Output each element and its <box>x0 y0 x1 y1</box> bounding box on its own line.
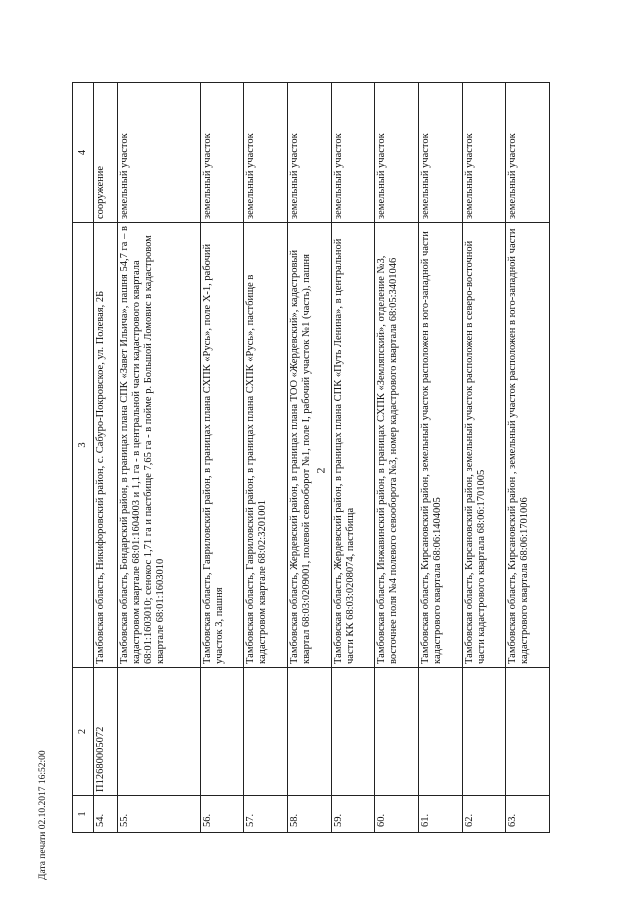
row-number: 56. <box>200 796 244 833</box>
table-row <box>462 83 506 833</box>
object-type: земельный участок <box>462 83 506 223</box>
object-code <box>118 668 200 796</box>
row-number: 55. <box>118 796 200 833</box>
object-code <box>419 668 463 796</box>
object-code <box>331 668 375 796</box>
object-code <box>375 668 419 796</box>
object-type: сооружение <box>94 83 118 223</box>
row-number: 60. <box>375 796 419 833</box>
column-header-1: 1 <box>73 796 94 833</box>
column-header-3: 3 <box>73 223 94 668</box>
object-address: Тамбовская область, Никифоровский район, с. Сабуро-Покровское, ул. Полевая, 2Б <box>94 223 118 668</box>
object-address: Тамбовская область, Гавриловский район, в границах плана СХПК «Русь», пастбище в кадастровом квартале 68:02:3201001 <box>244 223 288 668</box>
registry-table-container <box>72 83 550 833</box>
table-row <box>375 83 419 833</box>
table-header-row <box>73 83 94 833</box>
object-type: земельный участок <box>375 83 419 223</box>
row-number: 58. <box>288 796 332 833</box>
column-header-4: 4 <box>73 83 94 223</box>
object-code <box>244 668 288 796</box>
table-row <box>118 83 200 833</box>
object-type: земельный участок <box>331 83 375 223</box>
object-address: Тамбовская область, Кирсановский район, земельный участок расположен в северо-восточной части кадастрового квартала 68:06:1701005 <box>462 223 506 668</box>
object-address: Тамбовская область, Кирсановский район , земельный участок расположен в юго-западной части кадастрового квартала 68:06:1701006 <box>506 223 550 668</box>
table-row <box>200 83 244 833</box>
object-type: земельный участок <box>244 83 288 223</box>
object-code: П12680005072 <box>94 668 118 796</box>
row-number: 59. <box>331 796 375 833</box>
registry-table <box>72 82 550 833</box>
row-number: 63. <box>506 796 550 833</box>
table-row <box>244 83 288 833</box>
row-number: 62. <box>462 796 506 833</box>
column-header-2: 2 <box>73 668 94 796</box>
table-row <box>288 83 332 833</box>
object-type: земельный участок <box>200 83 244 223</box>
row-number: 61. <box>419 796 463 833</box>
print-date: Дата печати 02.10.2017 16:52:00 <box>38 750 48 880</box>
object-code <box>462 668 506 796</box>
object-type: земельный участок <box>118 83 200 223</box>
table-row <box>419 83 463 833</box>
table-row <box>506 83 550 833</box>
object-address: Тамбовская область, Гавриловский район, в границах плана СХПК «Русь», поле Х-1, рабочий участок 3, пашня <box>200 223 244 668</box>
object-address: Тамбовская область, Кирсановский район, земельный участок расположен в юго-западной части кадастрового квартала 68:06:1404005 <box>419 223 463 668</box>
object-type: земельный участок <box>506 83 550 223</box>
object-code <box>288 668 332 796</box>
object-type: земельный участок <box>419 83 463 223</box>
row-number: 54. <box>94 796 118 833</box>
row-number: 57. <box>244 796 288 833</box>
page-number: 2 <box>313 467 328 474</box>
table-row <box>331 83 375 833</box>
object-address: Тамбовская область, Инжавинский район, в границах СХПК «Земляпский», отделение №3, восточнее поля №4 полевого севооборота №3, номер кадастрового квартала 68:05:3401046 <box>375 223 419 668</box>
object-address: Тамбовская область, Жердевский район, в границах плана ТОО «Жердевский», кадастровый квартал 68:03:0209001, полевой севооборот №1, поле I, рабочий участок №1 (часть), пашня <box>288 223 332 668</box>
object-address: Тамбовская область, Бондарский район, в границах плана СПК «Завет Ильича», пашня 54,7 га – в кадастровом квартале 68:01:1604003 и 1,1 га - в центральной части кадастрового квартала 68:01:1603010; сенокос 1,71 га и пастбище 7,65 га - в пойме р. Большой Ломовис в кадастровом квартале 68:01:1603010 <box>118 223 200 668</box>
table-row <box>94 83 118 833</box>
object-code <box>506 668 550 796</box>
object-type: земельный участок <box>288 83 332 223</box>
object-code <box>200 668 244 796</box>
object-address: Тамбовская область, Жердевский район, в границах плана СПК «Путь Ленина», в центральной части КК 68:03:0208074, пастбища <box>331 223 375 668</box>
